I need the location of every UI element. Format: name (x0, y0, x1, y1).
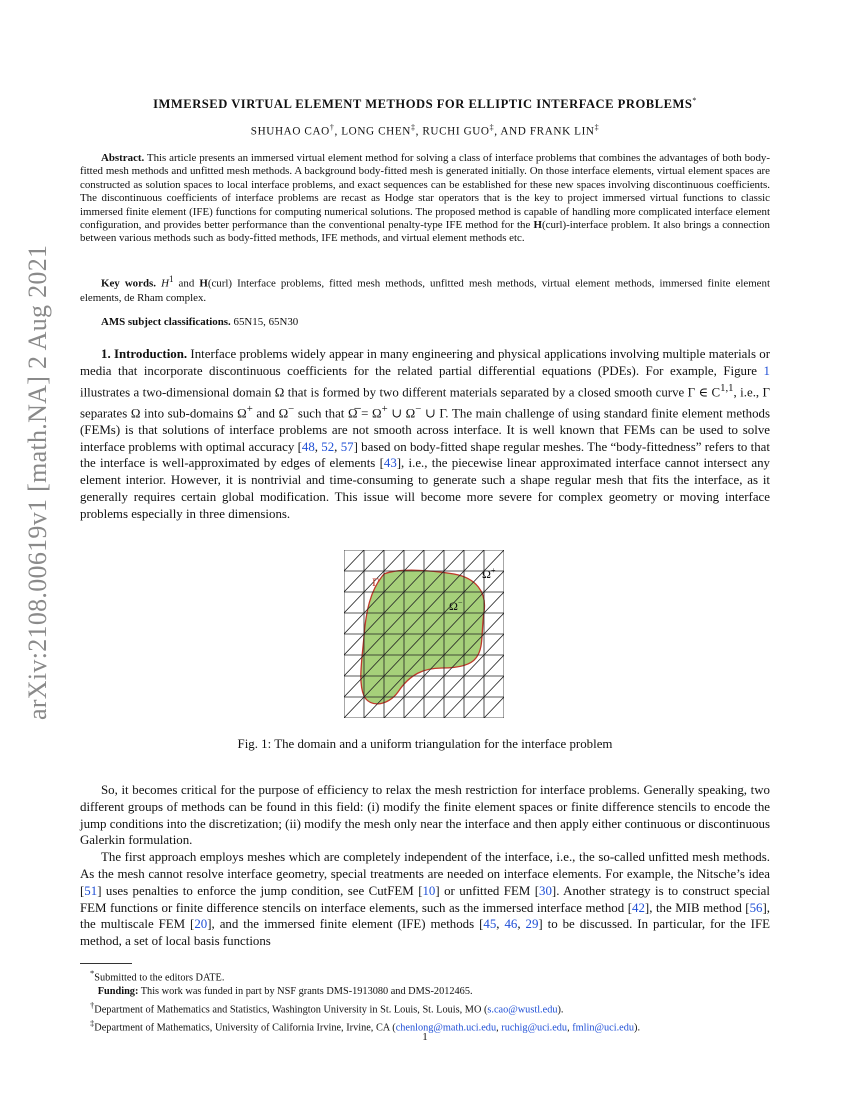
gamma-label: Γ (372, 575, 379, 589)
mesh-diagonal-line (444, 676, 464, 697)
mesh-diagonal-line (484, 634, 504, 655)
abstract: Abstract. This article presents an immersed virtual element method for solving a class of interface problems that combines the advantages of both body-fitted mesh methods and unfitted mesh methods. A background body-fitted mesh is generated initially. On those interface elements, virtual element spaces are constructed as solution spaces to local interface problems, and exact sequences can be established for these new spaces involving discontinuous coefficients. The discontinuous coefficients of interface problems are recast as Hodge star operators that is the key to project immersed virtual functions to classic immersed finite element (IFE) functions for computing numerical solutions. The proposed method is capable of handling more complicated interface element configuration, and provides better performance than the conventional penalty-type IFE method for the H(curl)-interface problem. It also brings a connection between various methods such as body-fitted methods, IFE methods, and virtual element methods etc. (80, 152, 771, 245)
omega-minus-sup: − (458, 598, 463, 607)
mesh-diagonal-line (464, 697, 484, 718)
mesh-diagonal-line (344, 592, 364, 613)
citation-link[interactable]: 30 (539, 883, 552, 898)
citation-link[interactable]: 45 (483, 917, 497, 932)
mesh-diagonal-line (444, 550, 464, 571)
citation-link[interactable]: 43 (383, 456, 397, 471)
mesh-diagonal-line (424, 697, 444, 718)
citation-link[interactable]: 20 (194, 917, 208, 932)
mesh-diagonal-line (344, 697, 364, 718)
mesh-diagonal-line (404, 550, 424, 571)
citation-link[interactable]: 46 (504, 917, 518, 932)
citation-link[interactable]: 51 (84, 883, 98, 898)
mesh-diagonal-line (464, 676, 484, 697)
omega-minus-label: Ω (449, 599, 458, 613)
figure-caption: Fig. 1: The domain and a uniform triangulation for the interface problem (237, 737, 613, 751)
omega-plus-sup: + (491, 566, 496, 575)
mesh-diagonal-line (344, 634, 364, 655)
triangulation-mesh (344, 550, 504, 718)
footnote-funding: Funding: This work was funded in part by NSF grants DMS-1913080 and DMS-2012465. (97, 986, 473, 998)
mesh-diagonal-line (484, 655, 504, 676)
keywords: Key words. $H^1$ and H(curl) Interface problems, fitted mesh methods, unfitted mesh methods, virtual element methods, immersed finite element elements, de Rham complex. (80, 274, 770, 304)
citation-link[interactable]: 42 (632, 900, 645, 915)
figure-ref-link[interactable]: 1 (763, 363, 770, 378)
mesh-diagonal-line (364, 550, 384, 571)
footnote-submitted: *Submitted to the editors DATE. (90, 968, 225, 984)
keywords-label: Key words. (101, 277, 156, 290)
footnotes (80, 967, 780, 1035)
email-link[interactable]: fmlin@uci.edu (572, 1022, 635, 1034)
mesh-diagonal-line (344, 550, 364, 571)
mesh-diagonal-line (384, 550, 404, 571)
footnote-rule (80, 963, 132, 964)
author-list: SHUHAO CAO†, LONG CHEN‡, RUCHI GUO‡, AND FRANK LIN‡ (250, 123, 600, 138)
footnote-affiliation-1: †Department of Mathematics and Statistics, Washington University in St. Louis, St. Louis, MO (s.cao@wustl.edu). (90, 999, 564, 1016)
mesh-diagonal-line (344, 571, 364, 592)
omega-plus-label: Ω (482, 567, 491, 581)
introduction-section: 1. Introduction. Interface problems widely appear in many engineering and physical applications involving multiple materials or media that incorporate discontinuous coefficients for the related partial differential equations (PDEs). For example, Figure 1 illustrates a two-dimensional domain Ω that is formed by two different materials separated by a closed smooth curve Γ ∈ C$^{1,1}$, i.e., Γ separates Ω into sub-domains Ω+ and Ω− such that Ω̅ = Ω+ ∪ Ω− ∪ Γ. The main challenge of using standard finite element methods (FEMs) is that solutions of interface problems are not smooth across interface. It is well known that FEMs can be used to solve interface problems with optimal accuracy [48, 52, 57] based on body-fitted shape regular meshes. The “body-fittedness” refers to that the interface is well-approximated by edges of elements [43], i.e., the piecewise linear approximated interface cannot intersect any element interior. However, it is nontrivial and time-consuming to generate such a shape regular mesh that fits the interface, as it generally requires certain global modification. This issue will become more severe for complex geometry or moving interface problems especially in three dimensions. (80, 347, 771, 521)
mesh-diagonal-line (484, 613, 504, 634)
mesh-diagonal-line (404, 697, 424, 718)
body-text (80, 782, 770, 950)
mesh-diagonal-line (464, 550, 484, 571)
ams-classifications: AMS subject classifications. 65N15, 65N30 (101, 316, 299, 328)
mesh-diagonal-line (484, 676, 504, 697)
footnote-affiliation-2: ‡Department of Mathematics, University of California Irvine, Irvine, CA (chenlong@math.uci.edu, ruchig@uci.edu, fmlin@uci.edu). (90, 1017, 641, 1034)
email-link[interactable]: s.cao@wustl.edu (487, 1004, 558, 1016)
email-link[interactable]: ruchig@uci.edu (501, 1022, 568, 1034)
page-number: 1 (422, 1031, 428, 1043)
abstract-label: Abstract. (101, 152, 145, 164)
arxiv-sidebar-stamp: arXiv:2108.00619v1 [math.NA] 2 Aug 2021 (23, 244, 52, 720)
citation-link[interactable]: 10 (422, 883, 436, 898)
citation-link[interactable]: 48 (301, 439, 315, 454)
mesh-diagonal-line (444, 697, 464, 718)
citation-link[interactable]: 52 (321, 439, 335, 454)
citation-link[interactable]: 29 (525, 917, 539, 932)
email-link[interactable]: chenlong@math.uci.edu (395, 1022, 497, 1034)
mesh-diagonal-line (424, 550, 444, 571)
mesh-diagonal-line (484, 697, 504, 718)
mesh-diagonal-line (424, 676, 444, 697)
domain-triangulation-figure (344, 550, 504, 718)
paragraph: The first approach employs meshes which are completely independent of the interface, i.e., the so-called unfitted mesh methods. As the mesh cannot resolve interface geometry, special treatments are needed on interface elements. For example, the Nitsche’s idea [51] uses penalties to enforce the jump condition, see CutFEM [10] or unfitted FEM [30]. Another strategy is to construct special FEM functions or finite difference stencils on interface elements, such as the immersed interface method [42], the MIB method [56], the multiscale FEM [20], and the immersed finite element (IFE) methods [45, 46, 29] to be discussed. In particular, for the IFE method, a set of local basis functions (80, 850, 770, 949)
citation-link[interactable]: 56 (749, 900, 763, 915)
paragraph: So, it becomes critical for the purpose of efficiency to relax the mesh restriction for interface problems. Generally speaking, two different groups of methods can be found in this field: (i) modify the finite element spaces or finite difference stencils to encode the jump conditions into the discretization; (ii) modify the mesh only near the interface and then apply either continuous or discontinuous Galerkin formulation. (80, 783, 770, 848)
section-heading: 1. Introduction. (101, 347, 188, 361)
paper-title: IMMERSED VIRTUAL ELEMENT METHODS FOR ELLIPTIC INTERFACE PROBLEMS* (153, 96, 697, 112)
ams-label: AMS subject classifications. (101, 316, 231, 328)
mesh-diagonal-line (484, 592, 504, 613)
citation-link[interactable]: 57 (340, 439, 354, 454)
mesh-diagonal-line (344, 613, 364, 634)
